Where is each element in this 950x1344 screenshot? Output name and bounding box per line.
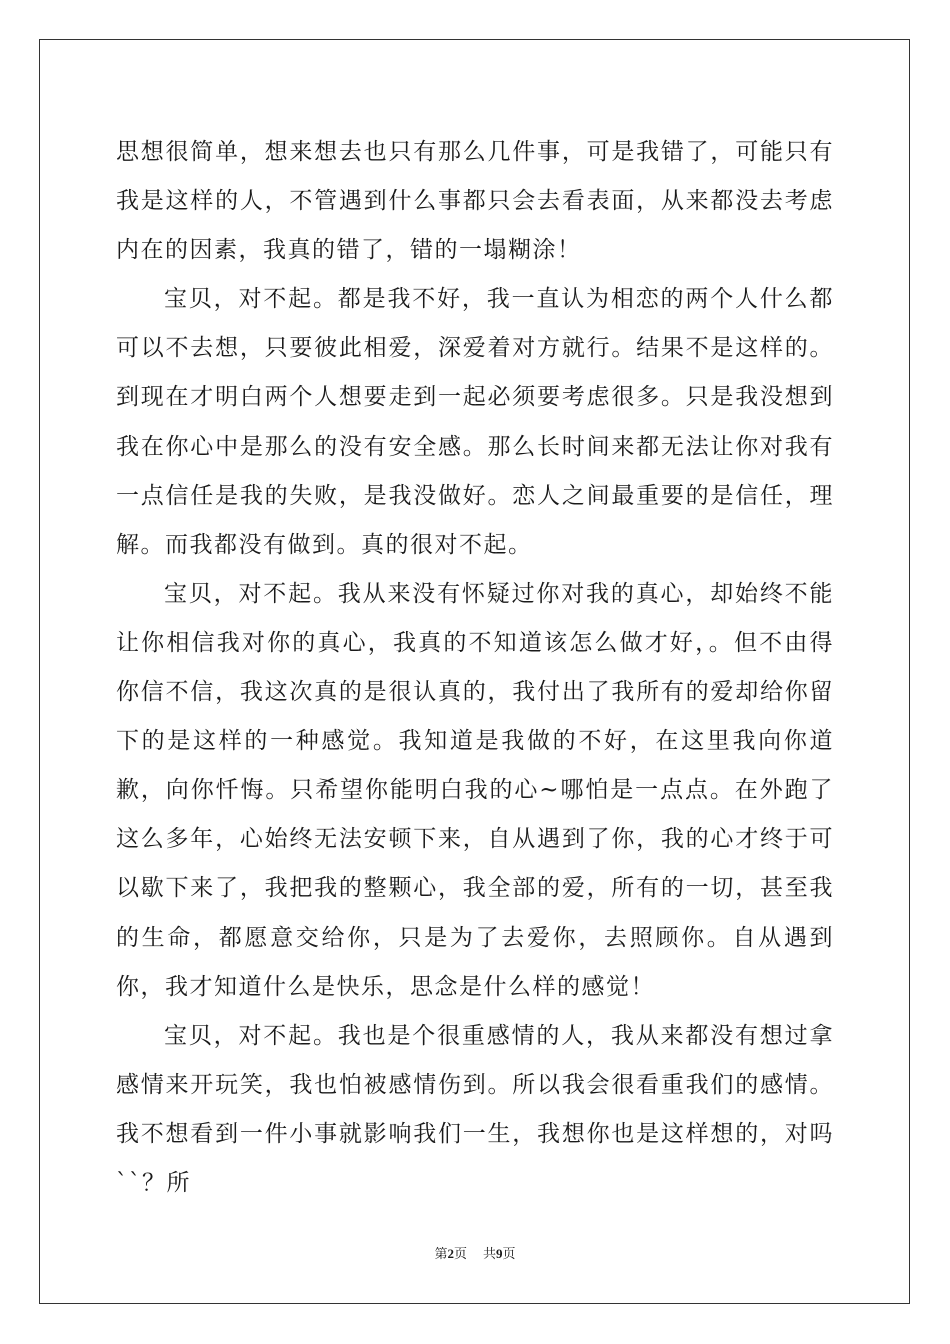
- current-page-number: 2: [447, 1246, 454, 1261]
- document-body: [116, 128, 834, 1208]
- paragraph: 宝贝，对不起。都是我不好，我一直认为相恋的两个人什么都可以不去想，只要彼此相爱，深爱着对方就行。结果不是这样的。到现在才明白两个人想要走到一起必须要考虑很多。只是我没想到我在你心中是那么的没有安全感。那么长时间来都无法让你对我有一点信任是我的失败，是我没做好。恋人之间最重要的是信任，理解。而我都没有做到。真的很对不起。: [116, 286, 834, 558]
- total-page-number: 9: [496, 1246, 503, 1261]
- page-number: 第2页: [434, 1246, 467, 1262]
- paragraph-continuation: 思想很简单，想来想去也只有那么几件事，可是我错了，可能只有我是这样的人，不管遇到什么事都只会去看表面，从来都没去考虑内在的因素，我真的错了，错的一塌糊涂！: [116, 139, 834, 264]
- paragraph: 宝贝，对不起。我也是个很重感情的人，我从来都没有想过拿感情来开玩笑，我也怕被感情伤到。所以我会很看重我们的感情。我不想看到一件小事就影响我们一生，我想你也是这样想的，对吗``？所: [116, 1022, 834, 1196]
- page-footer: [0, 1243, 950, 1262]
- paragraph: 宝贝，对不起。我从来没有怀疑过你对我的真心，却始终不能让你相信我对你的真心，我真的不知道该怎么做才好，。但不由得你信不信，我这次真的是很认真的，我付出了我所有的爱却给你留下的是这样的一种感觉。我知道是我做的不好，在这里我向你道歉，向你忏悔。只希望你能明白我的心~哪怕是一点点。在外跑了这么多年，心始终无法安顿下来，自从遇到了你，我的心才终于可以歇下来了，我把我的整颗心，我全部的爱，所有的一切，甚至我的生命，都愿意交给你，只是为了去爱你，去照顾你。自从遇到你，我才知道什么是快乐，思念是什么样的感觉！: [116, 580, 834, 1000]
- total-pages: 共9页: [483, 1246, 516, 1262]
